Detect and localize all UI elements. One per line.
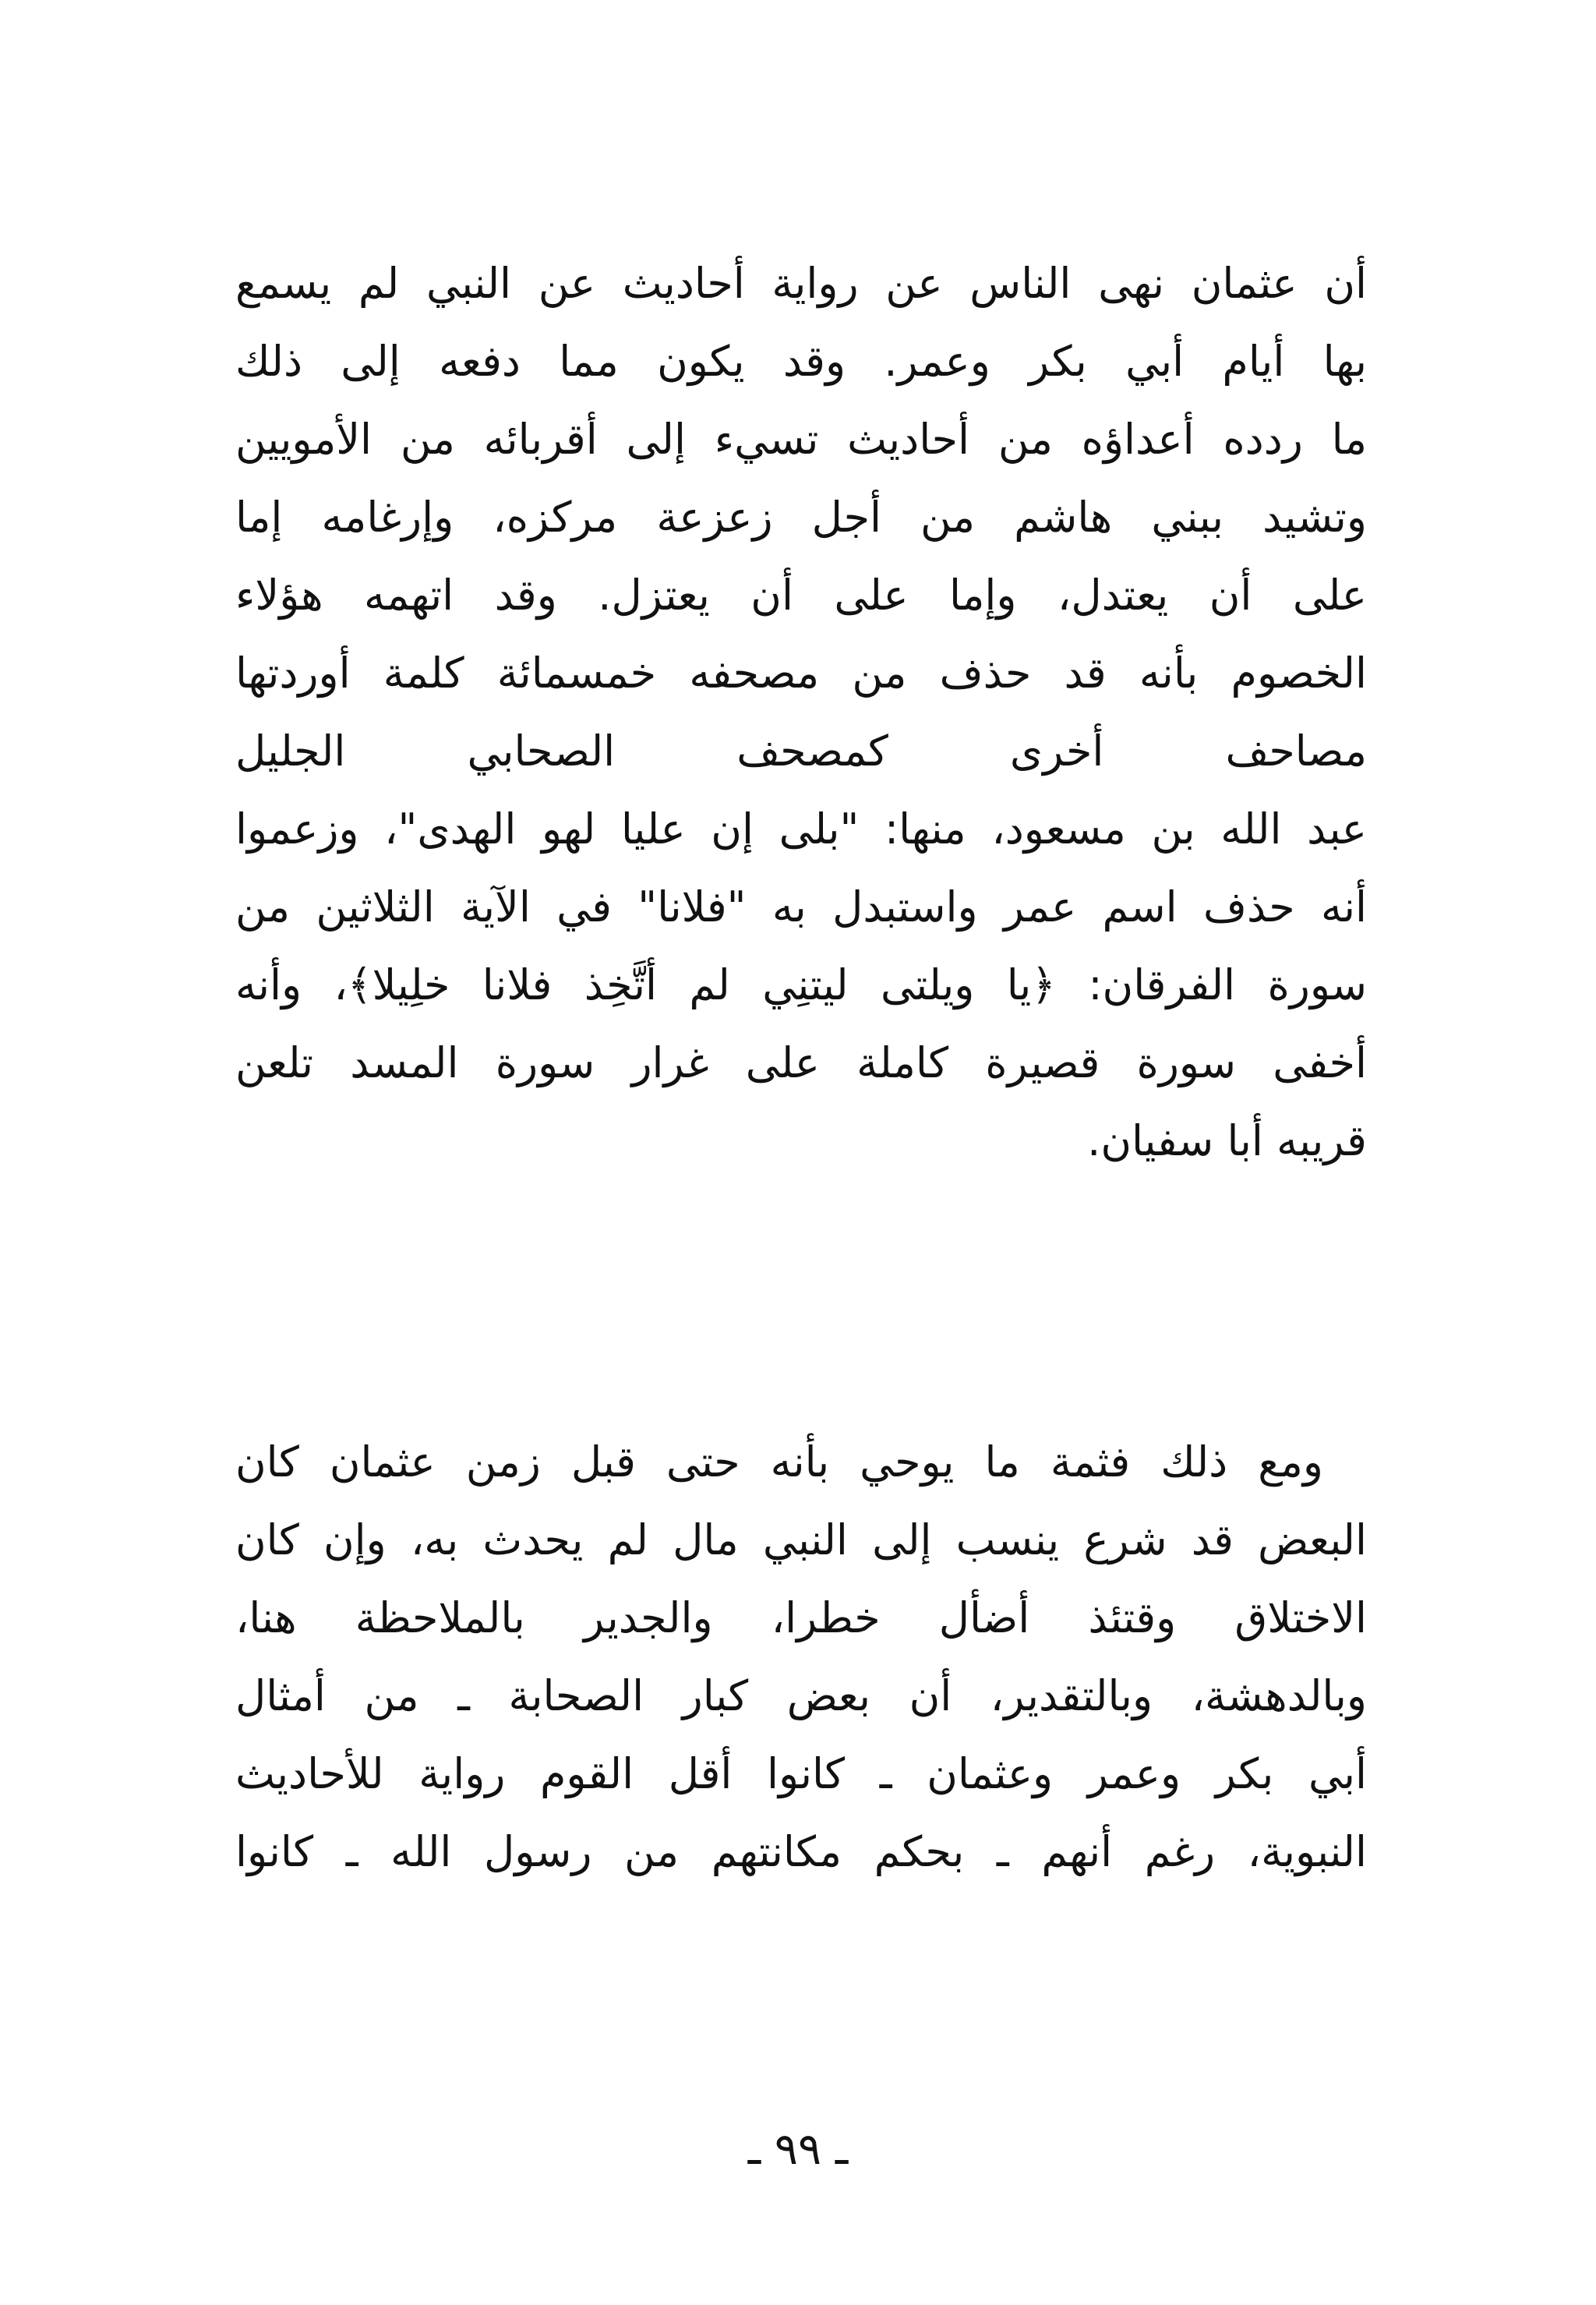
- text-line: أن عثمان نهى الناس عن رواية أحاديث عن النبي لم يسمع: [235, 259, 1367, 308]
- text-line: وبالدهشة، وبالتقدير، أن بعض كبار الصحابة ـ من أمثال: [235, 1671, 1367, 1720]
- text-line: أنه حذف اسم عمر واستبدل به "فلانا" في الآية الثلاثين من: [235, 882, 1367, 932]
- text-line: على أن يعتدل، وإما على أن يعتزل. وقد اتهمه هؤلاء: [235, 571, 1367, 620]
- page-number: ـ ٩٩ ـ: [747, 2124, 849, 2175]
- text-line: قريبه أبا سفيان.: [1087, 1116, 1367, 1165]
- text-line: الخصوم بأنه قد حذف من مصحفه خمسمائة كلمة أوردتها: [235, 649, 1367, 698]
- text-line: البعض قد شرع ينسب إلى النبي مال لم يحدث به، وإن كان: [235, 1515, 1367, 1564]
- text-line: وتشيد ببني هاشم من أجل زعزعة مركزه، وإرغامه إما: [235, 493, 1367, 542]
- text-line: النبوية، رغم أنهم ـ بحكم مكانتهم من رسول الله ـ كانوا: [235, 1827, 1367, 1876]
- text-line: ومع ذلك فثمة ما يوحي بأنه حتى قبل زمن عثمان كان: [235, 1437, 1323, 1487]
- text-line: عبد الله بن مسعود، منها: "بلى إن عليا لهو الهدى"، وزعموا: [235, 804, 1367, 854]
- text-line: أبي بكر وعمر وعثمان ـ كانوا أقل القوم رواية للأحاديث: [235, 1749, 1367, 1798]
- text-line: الاختلاق وقتئذ أضأل خطرا، والجدير بالملاحظة هنا،: [235, 1593, 1367, 1642]
- paragraph-1: [235, 245, 1367, 1180]
- text-line: ما ردده أعداؤه من أحاديث تسيء إلى أقربائه من الأمويين: [235, 415, 1367, 464]
- paragraph-2: [235, 1423, 1367, 1891]
- text-line: بها أيام أبي بكر وعمر. وقد يكون مما دفعه إلى ذلك: [235, 337, 1367, 386]
- text-line: سورة الفرقان: ﴿يا ويلتى ليتنِي لم أتَّخِذ فلانا خلِيلا﴾، وأنه: [235, 960, 1367, 1009]
- text-line: أخفى سورة قصيرة كاملة على غرار سورة المسد تلعن: [235, 1038, 1367, 1087]
- text-line: مصاحف أخرى كمصحف الصحابي الجليل: [235, 726, 1367, 776]
